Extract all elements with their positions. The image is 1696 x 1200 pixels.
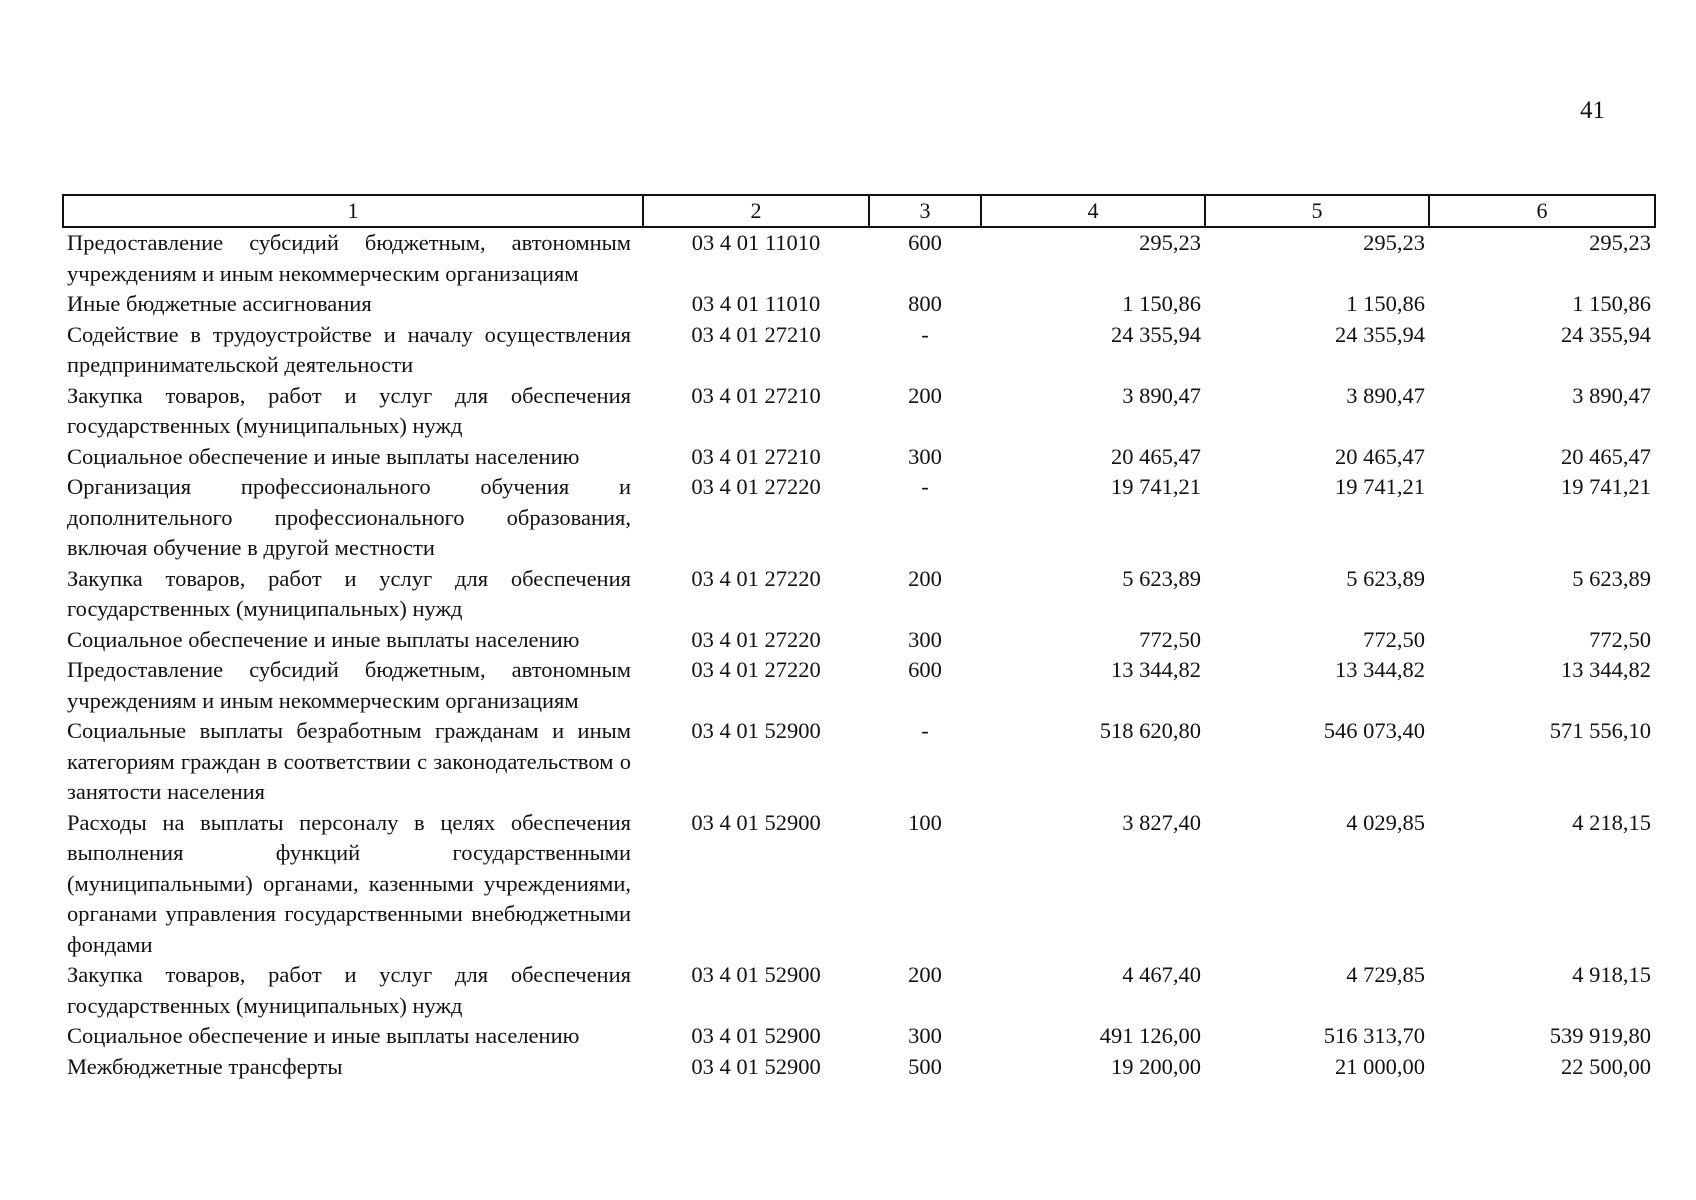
table-row [63,960,1655,1021]
row-value-4: 772,50 [1139,626,1201,652]
row-expense-type: 600 [908,230,942,255]
row-value-4: 20 465,47 [1111,443,1201,469]
row-value-5: 24 355,94 [1335,321,1425,347]
table-row [63,564,1655,625]
row-value-4: 3 827,40 [1122,809,1201,835]
table-row [63,655,1655,716]
row-expense-type: 300 [908,626,942,652]
row-value-4: 3 890,47 [1122,382,1201,408]
row-value-6: 22 500,00 [1561,1053,1651,1079]
row-code: 03 4 01 52900 [691,1053,821,1079]
row-name: Социальные выплаты безработным гражданам и иным категориям граждан в соответствии с законодательством о занятости населения [67,718,631,804]
row-value-6: 571 556,10 [1549,718,1651,743]
row-expense-type: - [921,474,929,499]
row-code: 03 4 01 52900 [691,809,821,835]
row-value-4: 19 741,21 [1111,474,1201,499]
row-name: Закупка товаров, работ и услуг для обеспечения государственных (муниципальных) нужд [67,382,631,438]
row-value-6: 4 918,15 [1572,962,1651,987]
row-expense-type: 800 [908,291,942,316]
column-header-5: 5 [1205,195,1429,227]
row-name: Расходы на выплаты персоналу в целях обеспечения выполнения функций государственными (муниципальными) органами, казенными учреждениями, органами управления государственными внебюджетными фондами [67,809,631,957]
row-value-5: 20 465,47 [1335,443,1425,469]
row-name: Иные бюджетные ассигнования [67,291,372,316]
row-code: 03 4 01 52900 [691,962,821,987]
row-name: Предоставление субсидий бюджетным, автономным учреждениям и иным некоммерческим организациям [67,657,631,713]
row-expense-type: - [921,321,929,347]
row-value-5: 4 729,85 [1346,962,1425,987]
row-value-6: 295,23 [1589,230,1651,255]
row-name: Социальное обеспечение и иные выплаты населению [67,626,580,652]
header-row [63,195,1655,227]
row-name: Закупка товаров, работ и услуг для обеспечения государственных (муниципальных) нужд [67,962,631,1018]
row-expense-type: 500 [908,1053,942,1079]
row-value-4: 24 355,94 [1111,321,1201,347]
row-code: 03 4 01 27220 [691,626,821,652]
row-value-5: 516 313,70 [1323,1023,1425,1048]
table-header [63,195,1655,227]
column-header-6: 6 [1429,195,1655,227]
row-code: 03 4 01 27220 [691,657,821,682]
row-expense-type: 300 [908,1023,942,1048]
table-row [63,289,1655,320]
table-row [63,1052,1655,1083]
row-value-6: 24 355,94 [1561,321,1651,347]
table-row [63,716,1655,808]
row-value-6: 539 919,80 [1549,1023,1651,1048]
row-value-6: 772,50 [1589,626,1651,652]
row-expense-type: 200 [908,565,942,591]
table-row [63,381,1655,442]
row-value-4: 295,23 [1139,230,1201,255]
row-code: 03 4 01 27220 [691,565,821,591]
row-value-6: 1 150,86 [1572,291,1651,316]
row-code: 03 4 01 27210 [691,382,821,408]
row-value-4: 4 467,40 [1122,962,1201,987]
row-value-5: 5 623,89 [1346,565,1425,591]
table-body [63,227,1655,1082]
row-expense-type: 200 [908,382,942,408]
budget-table [62,194,1656,1082]
table-row [63,472,1655,564]
row-value-6: 5 623,89 [1572,565,1651,591]
table-row [63,625,1655,656]
row-value-5: 3 890,47 [1346,382,1425,408]
row-name: Социальное обеспечение и иные выплаты населению [67,1023,580,1048]
row-value-4: 19 200,00 [1111,1053,1201,1079]
row-code: 03 4 01 11010 [691,230,821,255]
row-value-4: 491 126,00 [1099,1023,1201,1048]
row-code: 03 4 01 27210 [691,321,821,347]
row-name: Предоставление субсидий бюджетным, автономным учреждениям и иным некоммерческим организациям [67,230,631,286]
row-name: Организация профессионального обучения и дополнительного профессионального образования, включая обучение в другой местности [67,474,631,560]
table-row [63,808,1655,961]
row-value-4: 518 620,80 [1099,718,1201,743]
row-value-5: 295,23 [1363,230,1425,255]
row-value-6: 19 741,21 [1561,474,1651,499]
row-code: 03 4 01 27210 [691,443,821,469]
row-code: 03 4 01 27220 [691,474,821,499]
row-value-4: 13 344,82 [1111,657,1201,682]
row-value-6: 13 344,82 [1561,657,1651,682]
row-expense-type: 600 [908,657,942,682]
row-value-5: 546 073,40 [1323,718,1425,743]
row-value-5: 1 150,86 [1346,291,1425,316]
row-expense-type: 300 [908,443,942,469]
column-header-3: 3 [869,195,981,227]
row-value-6: 20 465,47 [1561,443,1651,469]
page-number: 41 [1580,97,1605,124]
row-code: 03 4 01 52900 [691,1023,821,1048]
row-name: Закупка товаров, работ и услуг для обеспечения государственных (муниципальных) нужд [67,565,631,621]
row-value-4: 5 623,89 [1122,565,1201,591]
column-header-2: 2 [643,195,869,227]
row-name: Социальное обеспечение и иные выплаты населению [67,443,580,469]
row-expense-type: 200 [908,962,942,987]
table-row [63,320,1655,381]
column-header-4: 4 [981,195,1205,227]
row-code: 03 4 01 11010 [691,291,821,316]
row-name: Межбюджетные трансферты [67,1053,343,1079]
row-value-6: 4 218,15 [1572,809,1651,835]
row-value-6: 3 890,47 [1572,382,1651,408]
table-row [63,227,1655,289]
row-value-5: 19 741,21 [1335,474,1425,499]
row-value-5: 4 029,85 [1346,809,1425,835]
row-value-5: 13 344,82 [1335,657,1425,682]
table-row [63,442,1655,473]
row-code: 03 4 01 52900 [691,718,821,743]
row-value-4: 1 150,86 [1122,291,1201,316]
table-row [63,1021,1655,1052]
column-header-1: 1 [63,195,643,227]
row-value-5: 772,50 [1363,626,1425,652]
row-value-5: 21 000,00 [1335,1053,1425,1079]
row-expense-type: 100 [908,809,942,835]
row-expense-type: - [921,718,929,743]
row-name: Содействие в трудоустройстве и началу осуществления предпринимательской деятельности [67,321,631,377]
